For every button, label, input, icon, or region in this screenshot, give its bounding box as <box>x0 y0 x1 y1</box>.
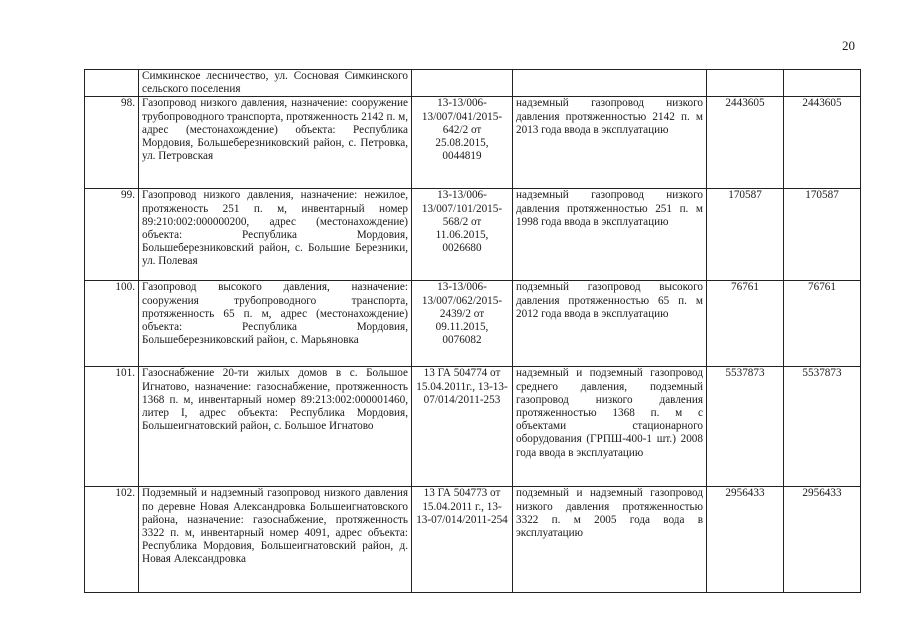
registration-cell <box>412 70 513 97</box>
row-number-cell: 98. <box>85 97 139 189</box>
table-row <box>85 367 861 487</box>
row-number-cell: 100. <box>85 281 139 367</box>
characteristics-cell <box>513 70 707 97</box>
book-value-cell: 76761 <box>707 281 784 367</box>
book-value-cell <box>707 70 784 97</box>
registration-cell: 13-13/006-13/007/062/2015-2439/2 от 09.11.2015, 0076082 <box>412 281 513 367</box>
characteristics-cell: надземный газопровод низкого давления протяженностью 251 п. м 1998 года ввода в эксплуатацию <box>513 189 707 281</box>
object-description-cell: Газоснабжение 20-ти жилых домов в с. Большое Игнатово, назначение: газоснабжение, протяженность 1368 п. м, инвентарный номер 89:213:002:000001460, литер I, адрес объекта: Республика Мордовия, Большеигнатовский район, с. Большое Игнатово <box>139 367 412 487</box>
residual-value-cell: 76761 <box>784 281 861 367</box>
book-value-cell: 2443605 <box>707 97 784 189</box>
object-description-cell: Подземный и надземный газопровод низкого давления по деревне Новая Александровка Большеигнатовского района, назначение: газоснабжение, протяженность 3322 п. м, инвентарный номер 4091, адрес объекта: Республика Мордовия, Большеигнатовский район, д. Новая Александровка <box>139 487 412 593</box>
object-description-cell: Симкинское лесничество, ул. Сосновая Симкинского сельского поселения <box>139 70 412 97</box>
row-number-cell <box>85 70 139 97</box>
row-number-cell: 99. <box>85 189 139 281</box>
book-value-cell: 2956433 <box>707 487 784 593</box>
registration-cell: 13-13/006-13/007/101/2015-568/2 от 11.06.2015, 0026680 <box>412 189 513 281</box>
table-row <box>85 70 861 97</box>
book-value-cell: 5537873 <box>707 367 784 487</box>
characteristics-cell: подземный и надземный газопровод низкого давления протяженностью 3322 п. м 2005 года вода в эксплуатацию <box>513 487 707 593</box>
page-number: 20 <box>842 38 855 53</box>
residual-value-cell: 2956433 <box>784 487 861 593</box>
characteristics-cell: надземный и подземный газопровод среднего давления, подземный газопровод низкого давления протяженностью 1368 п. м с объектами стационарного оборудования (ГРПШ-400-1 шт.) 2008 года ввода в эксплуатацию <box>513 367 707 487</box>
row-number-cell: 101. <box>85 367 139 487</box>
table-row <box>85 487 861 593</box>
residual-value-cell: 2443605 <box>784 97 861 189</box>
book-value-cell: 170587 <box>707 189 784 281</box>
table-row <box>85 97 861 189</box>
object-description-cell: Газопровод низкого давления, назначение: сооружение трубопроводного транспорта, протяженность 2142 п. м, адрес (местонахождение) объекта: Республика Мордовия, Большеберезниковский район, с. Петровка, ул. Петровская <box>139 97 412 189</box>
residual-value-cell <box>784 70 861 97</box>
registration-cell: 13 ГА 504774 от 15.04.2011г., 13-13-07/014/2011-253 <box>412 367 513 487</box>
registration-cell: 13-13/006-13/007/041/2015-642/2 от 25.08.2015, 0044819 <box>412 97 513 189</box>
characteristics-cell: подземный газопровод высокого давления протяженностью 65 п. м 2012 года ввода в эксплуатацию <box>513 281 707 367</box>
registration-cell: 13 ГА 504773 от 15.04.2011 г., 13-13-07/014/2011-254 <box>412 487 513 593</box>
object-description-cell: Газопровод высокого давления, назначение: сооружения трубопроводного транспорта, протяженность 65 п. м, адрес (местонахождение) объекта: Республика Мордовия, Большеберезниковский район, с. Марьяновка <box>139 281 412 367</box>
property-registry-table <box>84 69 861 593</box>
table-row <box>85 189 861 281</box>
row-number-cell: 102. <box>85 487 139 593</box>
residual-value-cell: 170587 <box>784 189 861 281</box>
table-row <box>85 281 861 367</box>
object-description-cell: Газопровод низкого давления, назначение: нежилое, протяженость 251 п. м, инвентарный номер 89:210:002:000000200, адрес (местонахождение) объекта: Республика Мордовия, Большеберезниковский район, с. Большие Березники, ул. Полевая <box>139 189 412 281</box>
characteristics-cell: надземный газопровод низкого давления протяженностью 2142 п. м 2013 года ввода в эксплуатацию <box>513 97 707 189</box>
residual-value-cell: 5537873 <box>784 367 861 487</box>
